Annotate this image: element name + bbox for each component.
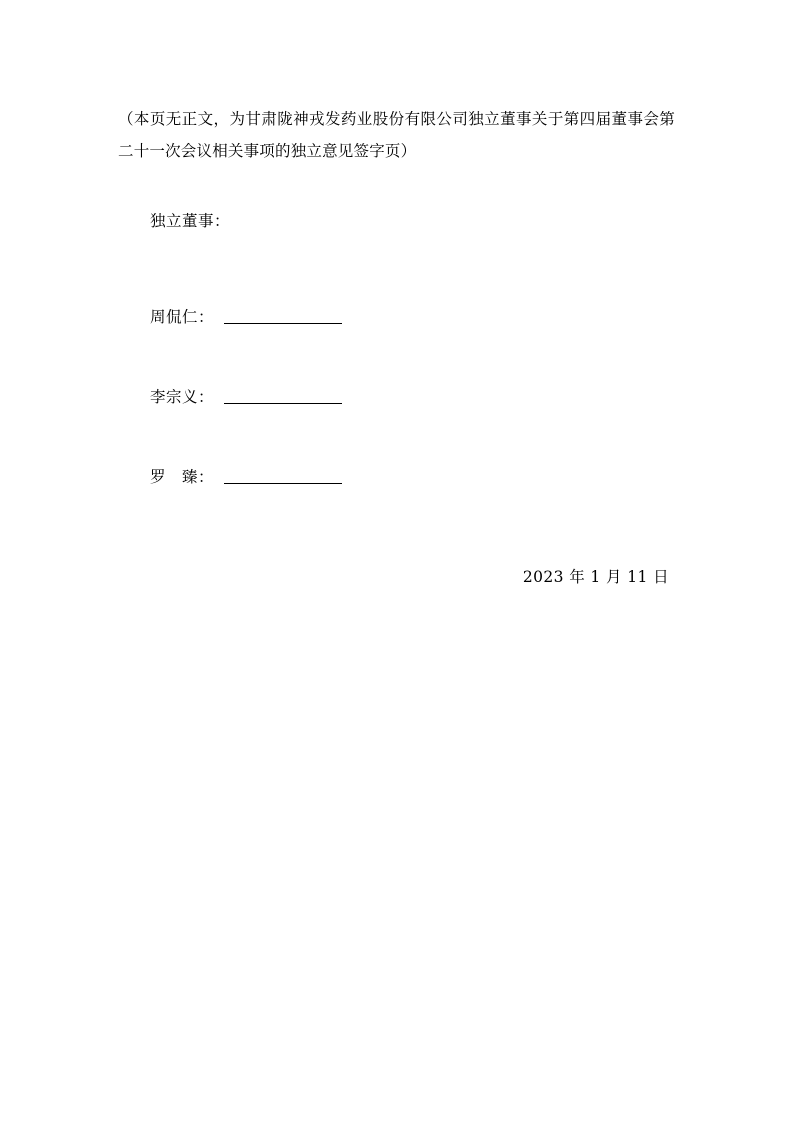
signature-line[interactable] [224, 322, 342, 324]
signature-row [118, 465, 675, 487]
signature-date: 2023 年 1 月 11 日 [522, 567, 669, 586]
signature-row [118, 385, 675, 407]
section-heading-independent-directors: 独立董事： [150, 211, 231, 230]
signatory-name: 周侃仁： [150, 307, 215, 326]
signature-row [118, 305, 675, 327]
signature-line[interactable] [224, 402, 342, 404]
signature-line[interactable] [224, 482, 342, 484]
signature-list [118, 305, 675, 487]
intro-paragraph: （本页无正文，为甘肃陇神戎发药业股份有限公司独立董事关于第四届董事会第二十一次会议相关事项的独立意见签字页） [118, 110, 675, 160]
signatory-name: 李宗义： [150, 387, 215, 406]
signatory-name: 罗 臻： [150, 467, 215, 486]
